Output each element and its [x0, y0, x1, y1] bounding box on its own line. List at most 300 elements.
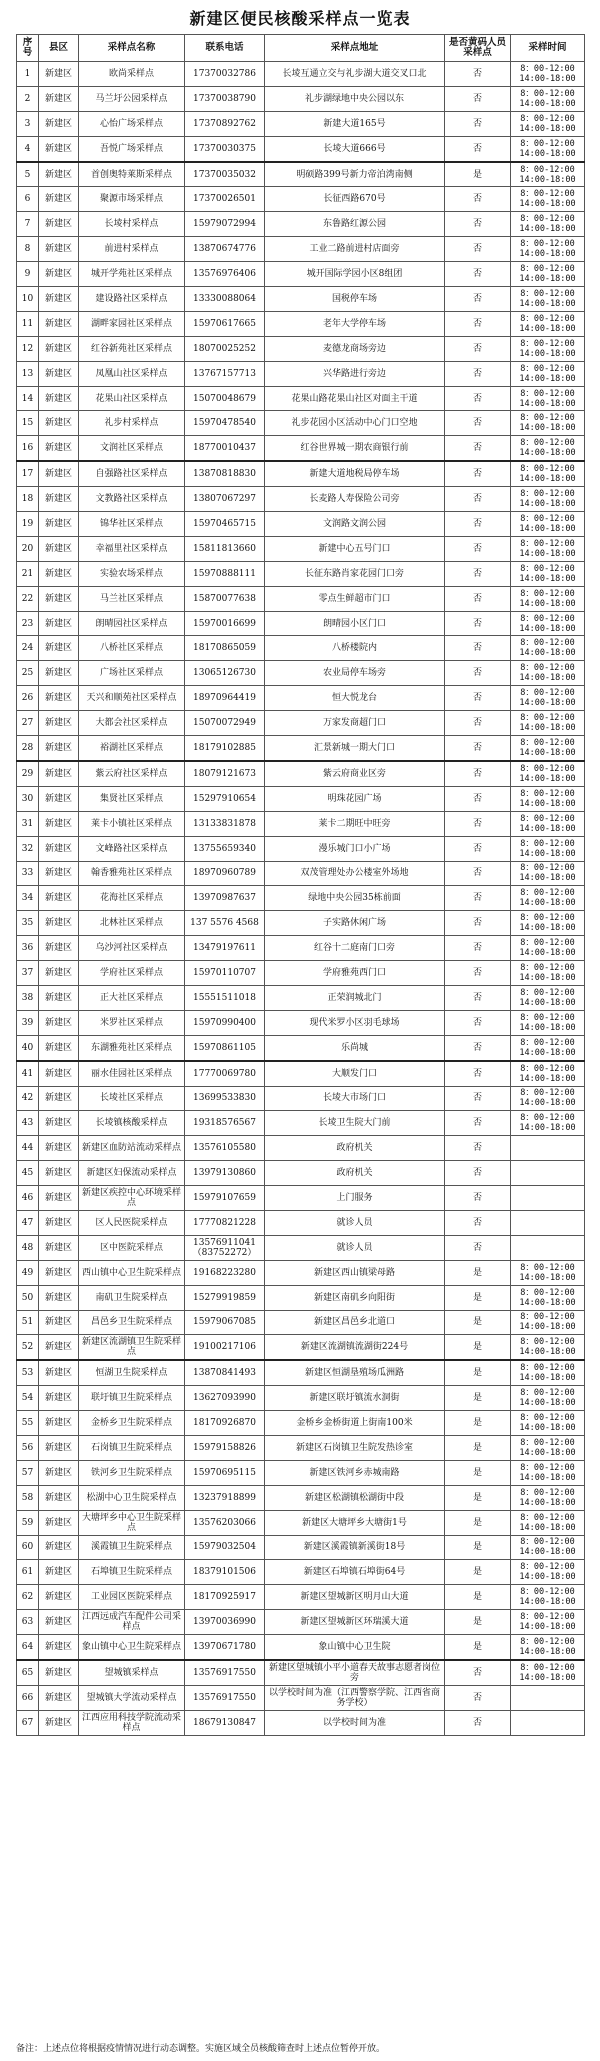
time-afternoon: 14:00-18:00	[519, 1647, 576, 1658]
row-sampling-time	[511, 1235, 585, 1260]
row-phone: 13576976406	[185, 262, 265, 287]
row-yellow-code: 否	[445, 1035, 511, 1060]
row-address: 恒大悦龙台	[265, 686, 445, 711]
row-site-name: 紫云府社区采样点	[79, 761, 185, 786]
table-row	[17, 62, 585, 87]
table-row	[17, 611, 585, 636]
row-phone: 18379101506	[185, 1560, 265, 1585]
time-morning: 8：00-12:00	[520, 913, 575, 924]
row-address: 绿地中央公园35栋前面	[265, 886, 445, 911]
row-yellow-code: 否	[445, 711, 511, 736]
row-yellow-code: 否	[445, 187, 511, 212]
row-site-name: 正大社区采样点	[79, 985, 185, 1010]
row-phone: 13970987637	[185, 886, 265, 911]
row-sampling-time	[511, 1485, 585, 1510]
row-yellow-code: 否	[445, 985, 511, 1010]
row-sampling-time	[511, 111, 585, 136]
row-county: 新建区	[39, 1660, 79, 1685]
row-county: 新建区	[39, 111, 79, 136]
time-morning: 8：00-12:00	[520, 1537, 575, 1548]
row-county: 新建区	[39, 686, 79, 711]
row-site-name: 石埠镇卫生院采样点	[79, 1560, 185, 1585]
row-yellow-code: 是	[445, 1585, 511, 1610]
row-address: 礼步花园小区活动中心门口空地	[265, 411, 445, 436]
row-no: 65	[17, 1660, 39, 1685]
row-yellow-code: 否	[445, 886, 511, 911]
time-afternoon: 14:00-18:00	[519, 898, 576, 909]
row-county: 新建区	[39, 836, 79, 861]
time-afternoon: 14:00-18:00	[519, 73, 576, 84]
row-phone: 13627093990	[185, 1386, 265, 1411]
row-sampling-time	[511, 1610, 585, 1635]
time-morning: 8：00-12:00	[520, 663, 575, 674]
header-county: 县区	[39, 35, 79, 62]
row-site-name: 城开学苑社区采样点	[79, 262, 185, 287]
row-address: 新建区石岗镇卫生院发热诊室	[265, 1435, 445, 1460]
time-morning: 8：00-12:00	[520, 863, 575, 874]
row-yellow-code: 否	[445, 936, 511, 961]
row-yellow-code: 否	[445, 361, 511, 386]
row-phone: 19318576567	[185, 1111, 265, 1136]
row-phone: 15297910654	[185, 786, 265, 811]
row-site-name: 望城镇大学流动采样点	[79, 1685, 185, 1710]
row-county: 新建区	[39, 1235, 79, 1260]
row-address: 麦德龙商场旁边	[265, 336, 445, 361]
row-site-name: 乌沙河社区采样点	[79, 936, 185, 961]
row-site-name: 红谷新苑社区采样点	[79, 336, 185, 361]
row-no: 38	[17, 985, 39, 1010]
row-sampling-time	[511, 162, 585, 187]
row-phone: 15070072949	[185, 711, 265, 736]
row-no: 19	[17, 512, 39, 537]
row-phone: 15979158826	[185, 1435, 265, 1460]
row-phone: 18170925917	[185, 1585, 265, 1610]
row-site-name: 学府社区采样点	[79, 961, 185, 986]
time-morning: 8：00-12:00	[520, 1262, 575, 1273]
table-row	[17, 311, 585, 336]
row-phone: 17370026501	[185, 187, 265, 212]
row-county: 新建区	[39, 961, 79, 986]
row-sampling-time	[511, 461, 585, 486]
row-no: 2	[17, 86, 39, 111]
header-site-name: 采样点名称	[79, 35, 185, 62]
row-sampling-time	[511, 436, 585, 461]
row-address: 莱卡二期旺中旺旁	[265, 811, 445, 836]
time-afternoon: 14:00-18:00	[519, 98, 576, 109]
row-address: 乐尚城	[265, 1035, 445, 1060]
row-yellow-code: 否	[445, 961, 511, 986]
row-yellow-code: 是	[445, 1411, 511, 1436]
time-morning: 8：00-12:00	[520, 1113, 575, 1124]
time-afternoon: 14:00-18:00	[519, 623, 576, 634]
row-address: 新建区望城镇小平小道春天故事志愿者岗位旁	[265, 1660, 445, 1685]
row-sampling-time	[511, 1510, 585, 1535]
time-afternoon: 14:00-18:00	[519, 1347, 576, 1358]
row-county: 新建区	[39, 361, 79, 386]
table-row	[17, 711, 585, 736]
row-site-name: 心怡广场采样点	[79, 111, 185, 136]
row-yellow-code: 否	[445, 736, 511, 761]
row-address: 长麦路人寿保险公司旁	[265, 487, 445, 512]
row-sampling-time	[511, 1210, 585, 1235]
row-phone: 13870818830	[185, 461, 265, 486]
time-afternoon: 14:00-18:00	[519, 573, 576, 584]
row-site-name: 米罗社区采样点	[79, 1010, 185, 1035]
row-county: 新建区	[39, 811, 79, 836]
row-site-name: 东湖雅苑社区采样点	[79, 1035, 185, 1060]
row-no: 47	[17, 1210, 39, 1235]
table-row	[17, 911, 585, 936]
row-no: 45	[17, 1161, 39, 1186]
time-afternoon: 14:00-18:00	[519, 298, 576, 309]
table-row	[17, 936, 585, 961]
time-afternoon: 14:00-18:00	[519, 1272, 576, 1283]
table-row	[17, 287, 585, 312]
time-afternoon: 14:00-18:00	[519, 698, 576, 709]
row-address: 新建区望城新区明月山大道	[265, 1585, 445, 1610]
table-row	[17, 187, 585, 212]
row-address: 学府雅苑西门口	[265, 961, 445, 986]
row-address: 明硕路399号新力帝泊湾南侧	[265, 162, 445, 187]
row-no: 52	[17, 1335, 39, 1360]
row-site-name: 新建区妇保流动采样点	[79, 1161, 185, 1186]
row-address: 礼步湖绿地中央公园以东	[265, 86, 445, 111]
table-row	[17, 136, 585, 161]
row-site-name: 聚源市场采样点	[79, 187, 185, 212]
time-morning: 8：00-12:00	[520, 464, 575, 475]
row-sampling-time	[511, 911, 585, 936]
row-address: 双茂管理处办公楼室外场地	[265, 861, 445, 886]
row-no: 39	[17, 1010, 39, 1035]
table-row	[17, 686, 585, 711]
table-row	[17, 411, 585, 436]
row-phone: 13133831878	[185, 811, 265, 836]
table-row	[17, 361, 585, 386]
row-sampling-time	[511, 187, 585, 212]
time-morning: 8：00-12:00	[520, 688, 575, 699]
row-address: 城开国际学园小区8组团	[265, 262, 445, 287]
time-morning: 8：00-12:00	[520, 1312, 575, 1323]
time-afternoon: 14:00-18:00	[519, 398, 576, 409]
row-sampling-time	[511, 1285, 585, 1310]
row-no: 4	[17, 136, 39, 161]
row-site-name: 花果山社区采样点	[79, 386, 185, 411]
row-phone: 18070025252	[185, 336, 265, 361]
time-afternoon: 14:00-18:00	[519, 1572, 576, 1583]
row-no: 18	[17, 487, 39, 512]
row-address: 上门服务	[265, 1186, 445, 1211]
time-afternoon: 14:00-18:00	[519, 249, 576, 260]
row-phone: 13699533830	[185, 1086, 265, 1111]
table-row	[17, 386, 585, 411]
row-phone: 15970990400	[185, 1010, 265, 1035]
time-afternoon: 14:00-18:00	[519, 148, 576, 159]
row-phone: 19100217106	[185, 1335, 265, 1360]
row-sampling-time	[511, 212, 585, 237]
row-no: 44	[17, 1136, 39, 1161]
row-yellow-code: 否	[445, 786, 511, 811]
table-row	[17, 1460, 585, 1485]
row-no: 32	[17, 836, 39, 861]
table-row	[17, 1335, 585, 1360]
row-no: 24	[17, 636, 39, 661]
row-sampling-time	[511, 1635, 585, 1660]
row-yellow-code: 否	[445, 661, 511, 686]
row-yellow-code: 是	[445, 1635, 511, 1660]
table-row	[17, 1161, 585, 1186]
table-row	[17, 162, 585, 187]
table-row	[17, 1560, 585, 1585]
row-address: 长堎卫生院大门前	[265, 1111, 445, 1136]
row-address: 政府机关	[265, 1136, 445, 1161]
time-morning: 8：00-12:00	[520, 88, 575, 99]
row-no: 23	[17, 611, 39, 636]
row-county: 新建区	[39, 1585, 79, 1610]
table-row	[17, 336, 585, 361]
table-row	[17, 1010, 585, 1035]
time-morning: 8：00-12:00	[520, 388, 575, 399]
row-no: 58	[17, 1485, 39, 1510]
row-phone: 15070048679	[185, 386, 265, 411]
time-morning: 8：00-12:00	[520, 264, 575, 275]
row-no: 57	[17, 1460, 39, 1485]
row-sampling-time	[511, 1435, 585, 1460]
time-morning: 8：00-12:00	[520, 813, 575, 824]
row-yellow-code: 否	[445, 336, 511, 361]
row-site-name: 新建区流湖镇卫生院采样点	[79, 1335, 185, 1360]
time-morning: 8：00-12:00	[520, 538, 575, 549]
row-site-name: 文润社区采样点	[79, 436, 185, 461]
row-address: 大顺发门口	[265, 1061, 445, 1086]
table-row	[17, 886, 585, 911]
row-sampling-time	[511, 611, 585, 636]
row-county: 新建区	[39, 1210, 79, 1235]
row-county: 新建区	[39, 1111, 79, 1136]
row-site-name: 南矶卫生院采样点	[79, 1285, 185, 1310]
row-address: 文润路文润公园	[265, 512, 445, 537]
row-no: 8	[17, 237, 39, 262]
row-county: 新建区	[39, 1186, 79, 1211]
row-no: 51	[17, 1310, 39, 1335]
row-county: 新建区	[39, 1510, 79, 1535]
page-title: 新建区便民核酸采样点一览表	[189, 9, 411, 28]
row-no: 50	[17, 1285, 39, 1310]
time-afternoon: 14:00-18:00	[519, 673, 576, 684]
row-site-name: 长堎村采样点	[79, 212, 185, 237]
row-no: 37	[17, 961, 39, 986]
row-yellow-code: 否	[445, 761, 511, 786]
time-afternoon: 14:00-18:00	[519, 174, 576, 185]
row-site-name: 凤凰山社区采样点	[79, 361, 185, 386]
row-phone: 13576917550	[185, 1660, 265, 1685]
row-site-name: 恒湖卫生院采样点	[79, 1360, 185, 1385]
row-site-name: 建设路社区采样点	[79, 287, 185, 312]
row-phone: 15970888111	[185, 561, 265, 586]
row-county: 新建区	[39, 287, 79, 312]
row-no: 53	[17, 1360, 39, 1385]
row-sampling-time	[511, 586, 585, 611]
row-yellow-code: 否	[445, 586, 511, 611]
row-sampling-time	[511, 636, 585, 661]
row-phone: 17370892762	[185, 111, 265, 136]
row-yellow-code: 否	[445, 487, 511, 512]
time-morning: 8：00-12:00	[520, 513, 575, 524]
row-site-name: 联圩镇卫生院采样点	[79, 1386, 185, 1411]
row-phone: 15979032504	[185, 1535, 265, 1560]
row-address: 明珠花园广场	[265, 786, 445, 811]
row-county: 新建区	[39, 1386, 79, 1411]
row-no: 1	[17, 62, 39, 87]
time-afternoon: 14:00-18:00	[519, 199, 576, 210]
row-address: 老年大学停车场	[265, 311, 445, 336]
row-no: 12	[17, 336, 39, 361]
row-no: 60	[17, 1535, 39, 1560]
row-address: 以学校时间为准（江西警察学院、江西省商务学校）	[265, 1685, 445, 1710]
row-phone: 17370038790	[185, 86, 265, 111]
row-county: 新建区	[39, 411, 79, 436]
row-sampling-time	[511, 136, 585, 161]
row-site-name: 金桥乡卫生院采样点	[79, 1411, 185, 1436]
row-county: 新建区	[39, 1710, 79, 1735]
row-address: 以学校时间为准	[265, 1710, 445, 1735]
row-address: 长征东路肖家花园门口旁	[265, 561, 445, 586]
row-yellow-code: 否	[445, 62, 511, 87]
row-phone: 18770010437	[185, 436, 265, 461]
row-sampling-time	[511, 262, 585, 287]
table-row	[17, 961, 585, 986]
row-no: 15	[17, 411, 39, 436]
row-site-name: 江西远成汽车配件公司采样点	[79, 1610, 185, 1635]
time-afternoon: 14:00-18:00	[519, 723, 576, 734]
table-row	[17, 586, 585, 611]
row-site-name: 新建区血防站流动采样点	[79, 1136, 185, 1161]
row-phone: 18679130847	[185, 1710, 265, 1735]
time-morning: 8：00-12:00	[520, 189, 575, 200]
time-afternoon: 14:00-18:00	[519, 873, 576, 884]
row-county: 新建区	[39, 886, 79, 911]
row-site-name: 文峰路社区采样点	[79, 836, 185, 861]
time-morning: 8：00-12:00	[520, 1512, 575, 1523]
row-address: 新建区流湖镇流湖街224号	[265, 1335, 445, 1360]
table-row	[17, 111, 585, 136]
row-yellow-code: 否	[445, 212, 511, 237]
time-afternoon: 14:00-18:00	[519, 1398, 576, 1409]
row-address: 新建区昌邑乡北道口	[265, 1310, 445, 1335]
row-address: 八桥楼院内	[265, 636, 445, 661]
row-no: 31	[17, 811, 39, 836]
header-address: 采样点地址	[265, 35, 445, 62]
time-afternoon: 14:00-18:00	[519, 1373, 576, 1384]
row-site-name: 礼步村采样点	[79, 411, 185, 436]
row-yellow-code: 否	[445, 436, 511, 461]
table-row	[17, 1310, 585, 1335]
row-yellow-code: 是	[445, 1386, 511, 1411]
row-sampling-time	[511, 1086, 585, 1111]
row-site-name: 湖畔家园社区采样点	[79, 311, 185, 336]
row-county: 新建区	[39, 736, 79, 761]
row-county: 新建区	[39, 661, 79, 686]
time-morning: 8：00-12:00	[520, 638, 575, 649]
time-morning: 8：00-12:00	[520, 1363, 575, 1374]
time-afternoon: 14:00-18:00	[519, 1597, 576, 1608]
row-site-name: 文教路社区采样点	[79, 487, 185, 512]
time-afternoon: 14:00-18:00	[519, 747, 576, 758]
time-morning: 8：00-12:00	[520, 214, 575, 225]
time-afternoon: 14:00-18:00	[519, 823, 576, 834]
row-site-name: 幸福里社区采样点	[79, 536, 185, 561]
row-sampling-time	[511, 961, 585, 986]
row-sampling-time	[511, 811, 585, 836]
row-county: 新建区	[39, 1685, 79, 1710]
row-yellow-code: 是	[445, 1485, 511, 1510]
table-row	[17, 985, 585, 1010]
row-phone: 15970465715	[185, 512, 265, 537]
row-yellow-code: 否	[445, 1186, 511, 1211]
row-county: 新建区	[39, 1635, 79, 1660]
time-morning: 8：00-12:00	[520, 489, 575, 500]
row-sampling-time	[511, 536, 585, 561]
row-phone: 15970617665	[185, 311, 265, 336]
row-address: 朗晴园小区门口	[265, 611, 445, 636]
time-afternoon: 14:00-18:00	[519, 499, 576, 510]
row-site-name: 长堎镇核酸采样点	[79, 1111, 185, 1136]
row-yellow-code: 是	[445, 162, 511, 187]
row-no: 34	[17, 886, 39, 911]
row-county: 新建区	[39, 1460, 79, 1485]
row-address: 红谷世界城一期农商银行前	[265, 436, 445, 461]
row-no: 16	[17, 436, 39, 461]
row-phone: 15811813660	[185, 536, 265, 561]
row-no: 66	[17, 1685, 39, 1710]
table-row	[17, 1260, 585, 1285]
row-phone: 15970110707	[185, 961, 265, 986]
time-afternoon: 14:00-18:00	[519, 423, 576, 434]
row-address: 新建区恒湖垦殖场瓜洲路	[265, 1360, 445, 1385]
row-address: 长堎互通立交与礼步湖大道交叉口北	[265, 62, 445, 87]
row-county: 新建区	[39, 162, 79, 187]
row-sampling-time	[511, 1161, 585, 1186]
table-row	[17, 536, 585, 561]
row-no: 33	[17, 861, 39, 886]
table-row	[17, 1210, 585, 1235]
row-yellow-code: 是	[445, 1335, 511, 1360]
row-address: 长征西路670号	[265, 187, 445, 212]
row-yellow-code: 否	[445, 1061, 511, 1086]
time-morning: 8：00-12:00	[520, 987, 575, 998]
row-no: 22	[17, 586, 39, 611]
time-morning: 8：00-12:00	[520, 363, 575, 374]
table-row	[17, 1086, 585, 1111]
row-yellow-code: 否	[445, 111, 511, 136]
row-phone: 13767157713	[185, 361, 265, 386]
row-sampling-time	[511, 1035, 585, 1060]
row-address: 新建区松湖镇松湖街中段	[265, 1485, 445, 1510]
row-phone: 137 5576 4568	[185, 911, 265, 936]
time-afternoon: 14:00-18:00	[519, 1547, 576, 1558]
row-county: 新建区	[39, 561, 79, 586]
time-morning: 8：00-12:00	[520, 138, 575, 149]
table-row	[17, 1411, 585, 1436]
time-afternoon: 14:00-18:00	[519, 973, 576, 983]
row-no: 26	[17, 686, 39, 711]
row-no: 27	[17, 711, 39, 736]
row-sampling-time	[511, 62, 585, 87]
row-site-name: 八桥社区采样点	[79, 636, 185, 661]
row-yellow-code: 否	[445, 1136, 511, 1161]
table-row	[17, 1635, 585, 1660]
row-yellow-code: 否	[445, 836, 511, 861]
row-site-name: 区人民医院采样点	[79, 1210, 185, 1235]
